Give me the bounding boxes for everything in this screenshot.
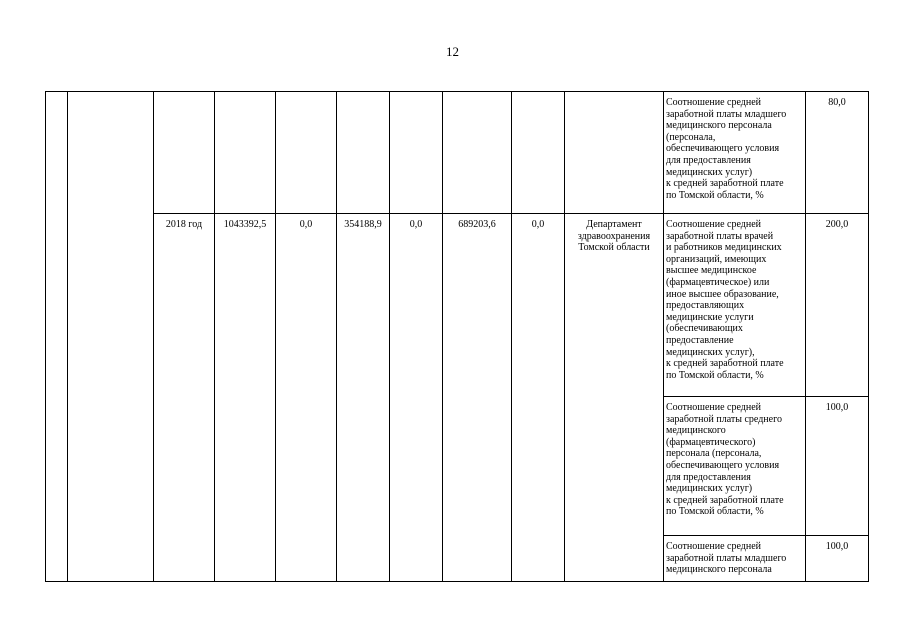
other-cell <box>443 92 512 214</box>
indicator-line: Соотношение средней <box>666 97 762 108</box>
local-cell <box>390 92 443 214</box>
indicator-line: медицинского <box>666 425 726 437</box>
indicator-line: к средней заработной плате <box>666 178 784 190</box>
indicator-line: заработной платы среднего <box>666 413 782 425</box>
indicator-value: 100,0 <box>806 397 869 536</box>
total-cell <box>215 92 276 214</box>
name-cell <box>68 92 154 582</box>
program-table <box>45 91 869 582</box>
indicator-line: по Томской области, % <box>666 369 764 381</box>
federal-cell <box>276 92 337 214</box>
page-number: 12 <box>446 44 459 59</box>
indicator-line: Соотношение средней <box>666 402 762 413</box>
indicator-line: иное высшее образование, <box>666 288 779 300</box>
department-cell <box>565 214 664 582</box>
year-cell <box>154 92 215 214</box>
indicator-line: заработной платы врачей <box>666 230 774 242</box>
indicator-value: 80,0 <box>806 92 869 214</box>
indicator-line: Соотношение средней <box>666 219 762 230</box>
indicator-line: персонала (персонала, <box>666 448 762 460</box>
extra-cell <box>512 92 565 214</box>
department-line: Департамент <box>586 219 642 230</box>
indicator-line: Соотношение средней <box>666 541 762 552</box>
indicator-line: по Томской области, % <box>666 506 764 518</box>
indicator-value: 100,0 <box>806 536 869 582</box>
indicator-line: для предоставления <box>666 471 751 483</box>
indicator-line: медицинских услуг) <box>666 483 753 495</box>
indicator-line: предоставление <box>666 334 734 346</box>
indicator-line: обеспечивающего условия <box>666 143 780 155</box>
indicator-line: организаций, имеющих <box>666 253 767 265</box>
indicator-line: медицинские услуги <box>666 311 754 323</box>
indicator-line: обеспечивающего условия <box>666 459 780 471</box>
indicator-line: (фармацевтического) <box>666 436 756 448</box>
indicator-cell <box>664 397 806 536</box>
total-cell: 1043392,5 <box>215 214 276 582</box>
department-line: Томской области <box>578 242 650 254</box>
indicator-cell <box>664 214 806 397</box>
indicator-line: высшее медицинское <box>666 265 757 277</box>
indicator-line: по Томской области, % <box>666 189 764 201</box>
indicator-cell <box>664 536 806 582</box>
indicator-line: к средней заработной плате <box>666 358 784 370</box>
number-cell <box>46 92 68 582</box>
indicator-line: медицинского персонала <box>666 564 772 576</box>
indicator-cell <box>664 92 806 214</box>
indicator-line: заработной платы младшего <box>666 108 787 120</box>
indicator-line: (персонала, <box>666 131 716 143</box>
indicator-line: (фармацевтическое) или <box>666 276 770 288</box>
indicator-line: предоставляющих <box>666 300 745 312</box>
indicator-line: и работников медицинских <box>666 242 782 254</box>
indicator-line: для предоставления <box>666 154 751 166</box>
indicator-line: медицинских услуг), <box>666 346 755 358</box>
regional-cell <box>337 92 390 214</box>
department-cell <box>565 92 664 214</box>
indicator-line: заработной платы младшего <box>666 552 787 564</box>
table-row <box>46 92 869 214</box>
department-line: здравоохранения <box>577 230 651 242</box>
extra-cell: 0,0 <box>512 214 565 582</box>
indicator-line: медицинского персонала <box>666 120 772 132</box>
indicator-line: к средней заработной плате <box>666 494 784 506</box>
table-row <box>46 214 869 397</box>
regional-cell: 354188,9 <box>337 214 390 582</box>
indicator-line: медицинских услуг) <box>666 166 753 178</box>
federal-cell: 0,0 <box>276 214 337 582</box>
indicator-line: (обеспечивающих <box>666 323 743 335</box>
other-cell: 689203,6 <box>443 214 512 582</box>
local-cell: 0,0 <box>390 214 443 582</box>
indicator-value: 200,0 <box>806 214 869 397</box>
year-cell: 2018 год <box>154 214 215 582</box>
